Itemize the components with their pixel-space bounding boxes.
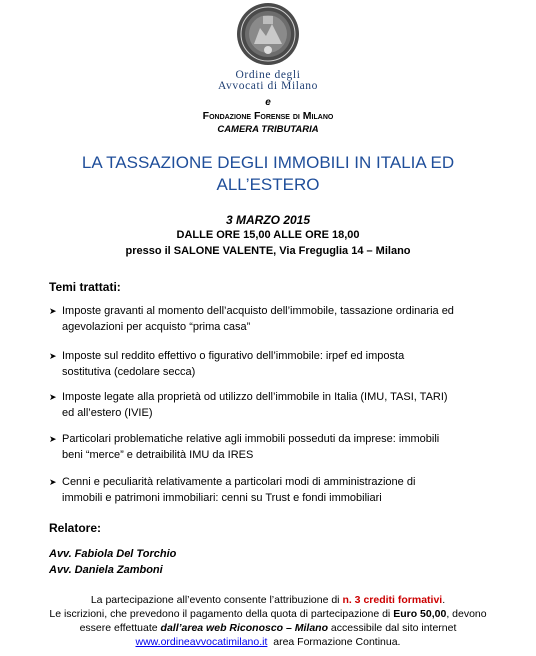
topic-line: Particolari problematiche relative agli immobili posseduti da imprese: immobili [62,433,440,445]
arrow-bullet-icon: ➤ [49,434,57,444]
ordine-avvocati-seal-icon [236,2,300,66]
registration-prefix: essere effettuate [79,622,161,634]
topic-item [49,389,509,421]
website-suffix: area Formazione Continua. [267,636,401,648]
registration-note [0,622,536,634]
event-title-line2: ALL’ESTERO [216,175,320,194]
topic-item [49,303,509,335]
speakers-heading: Relatore: [49,521,102,535]
topic-line: Imposte sul reddito effettivo o figurativo dell’immobile: irpef ed imposta [62,350,405,362]
fondazione-name: Fondazione Forense di Milano [202,110,334,122]
org-name-line1: Ordine degli [235,69,301,81]
credits-suffix: . [442,594,446,606]
event-venue: presso il SALONE VALENTE, Via Freguglia 14 – Milano [125,245,411,257]
camera-tributaria: CAMERA TRIBUTARIA [217,124,319,135]
arrow-bullet-icon: ➤ [49,351,57,361]
event-title-line1: LA TASSAZIONE DEGLI IMMOBILI IN ITALIA ED [81,153,455,172]
credits-prefix: La partecipazione all’evento consente l’attribuzione di [90,594,343,606]
topic-line: beni “merce” e detraibilità IMU da IRES [62,449,254,461]
topic-line: Imposte gravanti al momento dell’acquisto dell’immobile, tassazione ordinaria ed [62,305,454,317]
fee-amount: Euro 50,00 [393,608,447,620]
arrow-bullet-icon: ➤ [49,477,57,487]
topic-line: sostitutiva (cedolare secca) [62,366,196,378]
arrow-bullet-icon: ➤ [49,306,57,316]
topic-line: Imposte legate alla proprietà od utilizzo dell’immobile in Italia (IMU, TASI, TARI) [62,391,448,403]
speaker-name: Avv. Daniela Zamboni [49,564,163,576]
website-link[interactable]: www.ordineavvocatimilano.it [135,636,268,648]
fee-suffix: , devono [446,608,487,620]
topic-item [49,474,509,506]
fee-note [0,608,536,620]
topic-line: immobili e patrimoni immobiliari: cenni su Trust e fondi immobiliari [62,492,382,504]
topics-heading: Temi trattati: [49,280,121,294]
event-hours: DALLE ORE 15,00 ALLE ORE 18,00 [176,229,360,241]
topic-line: ed all’estero (IVIE) [62,407,153,419]
topic-line: Cenni e peculiarità relativamente a particolari modi di amministrazione di [62,476,416,488]
event-date: 3 MARZO 2015 [225,213,311,227]
credits-highlight: n. 3 crediti formativi [342,594,443,606]
conjunction: e [265,97,271,108]
org-name-line2: Avvocati di Milano [217,80,318,92]
arrow-bullet-icon: ➤ [49,392,57,402]
topic-item [49,431,509,463]
website-note [0,636,536,648]
speaker-name: Avv. Fabiola Del Torchio [49,548,177,560]
topic-line: agevolazioni per acquisto “prima casa” [62,321,251,333]
topic-item [49,348,509,380]
fee-prefix: Le iscrizioni, che prevedono il pagamento della quota di partecipazione di [49,608,394,620]
registration-suffix: accessibile dal sito internet [328,622,457,634]
credits-note [0,594,536,606]
registration-area: dall’area web Riconosco – Milano [160,622,328,634]
